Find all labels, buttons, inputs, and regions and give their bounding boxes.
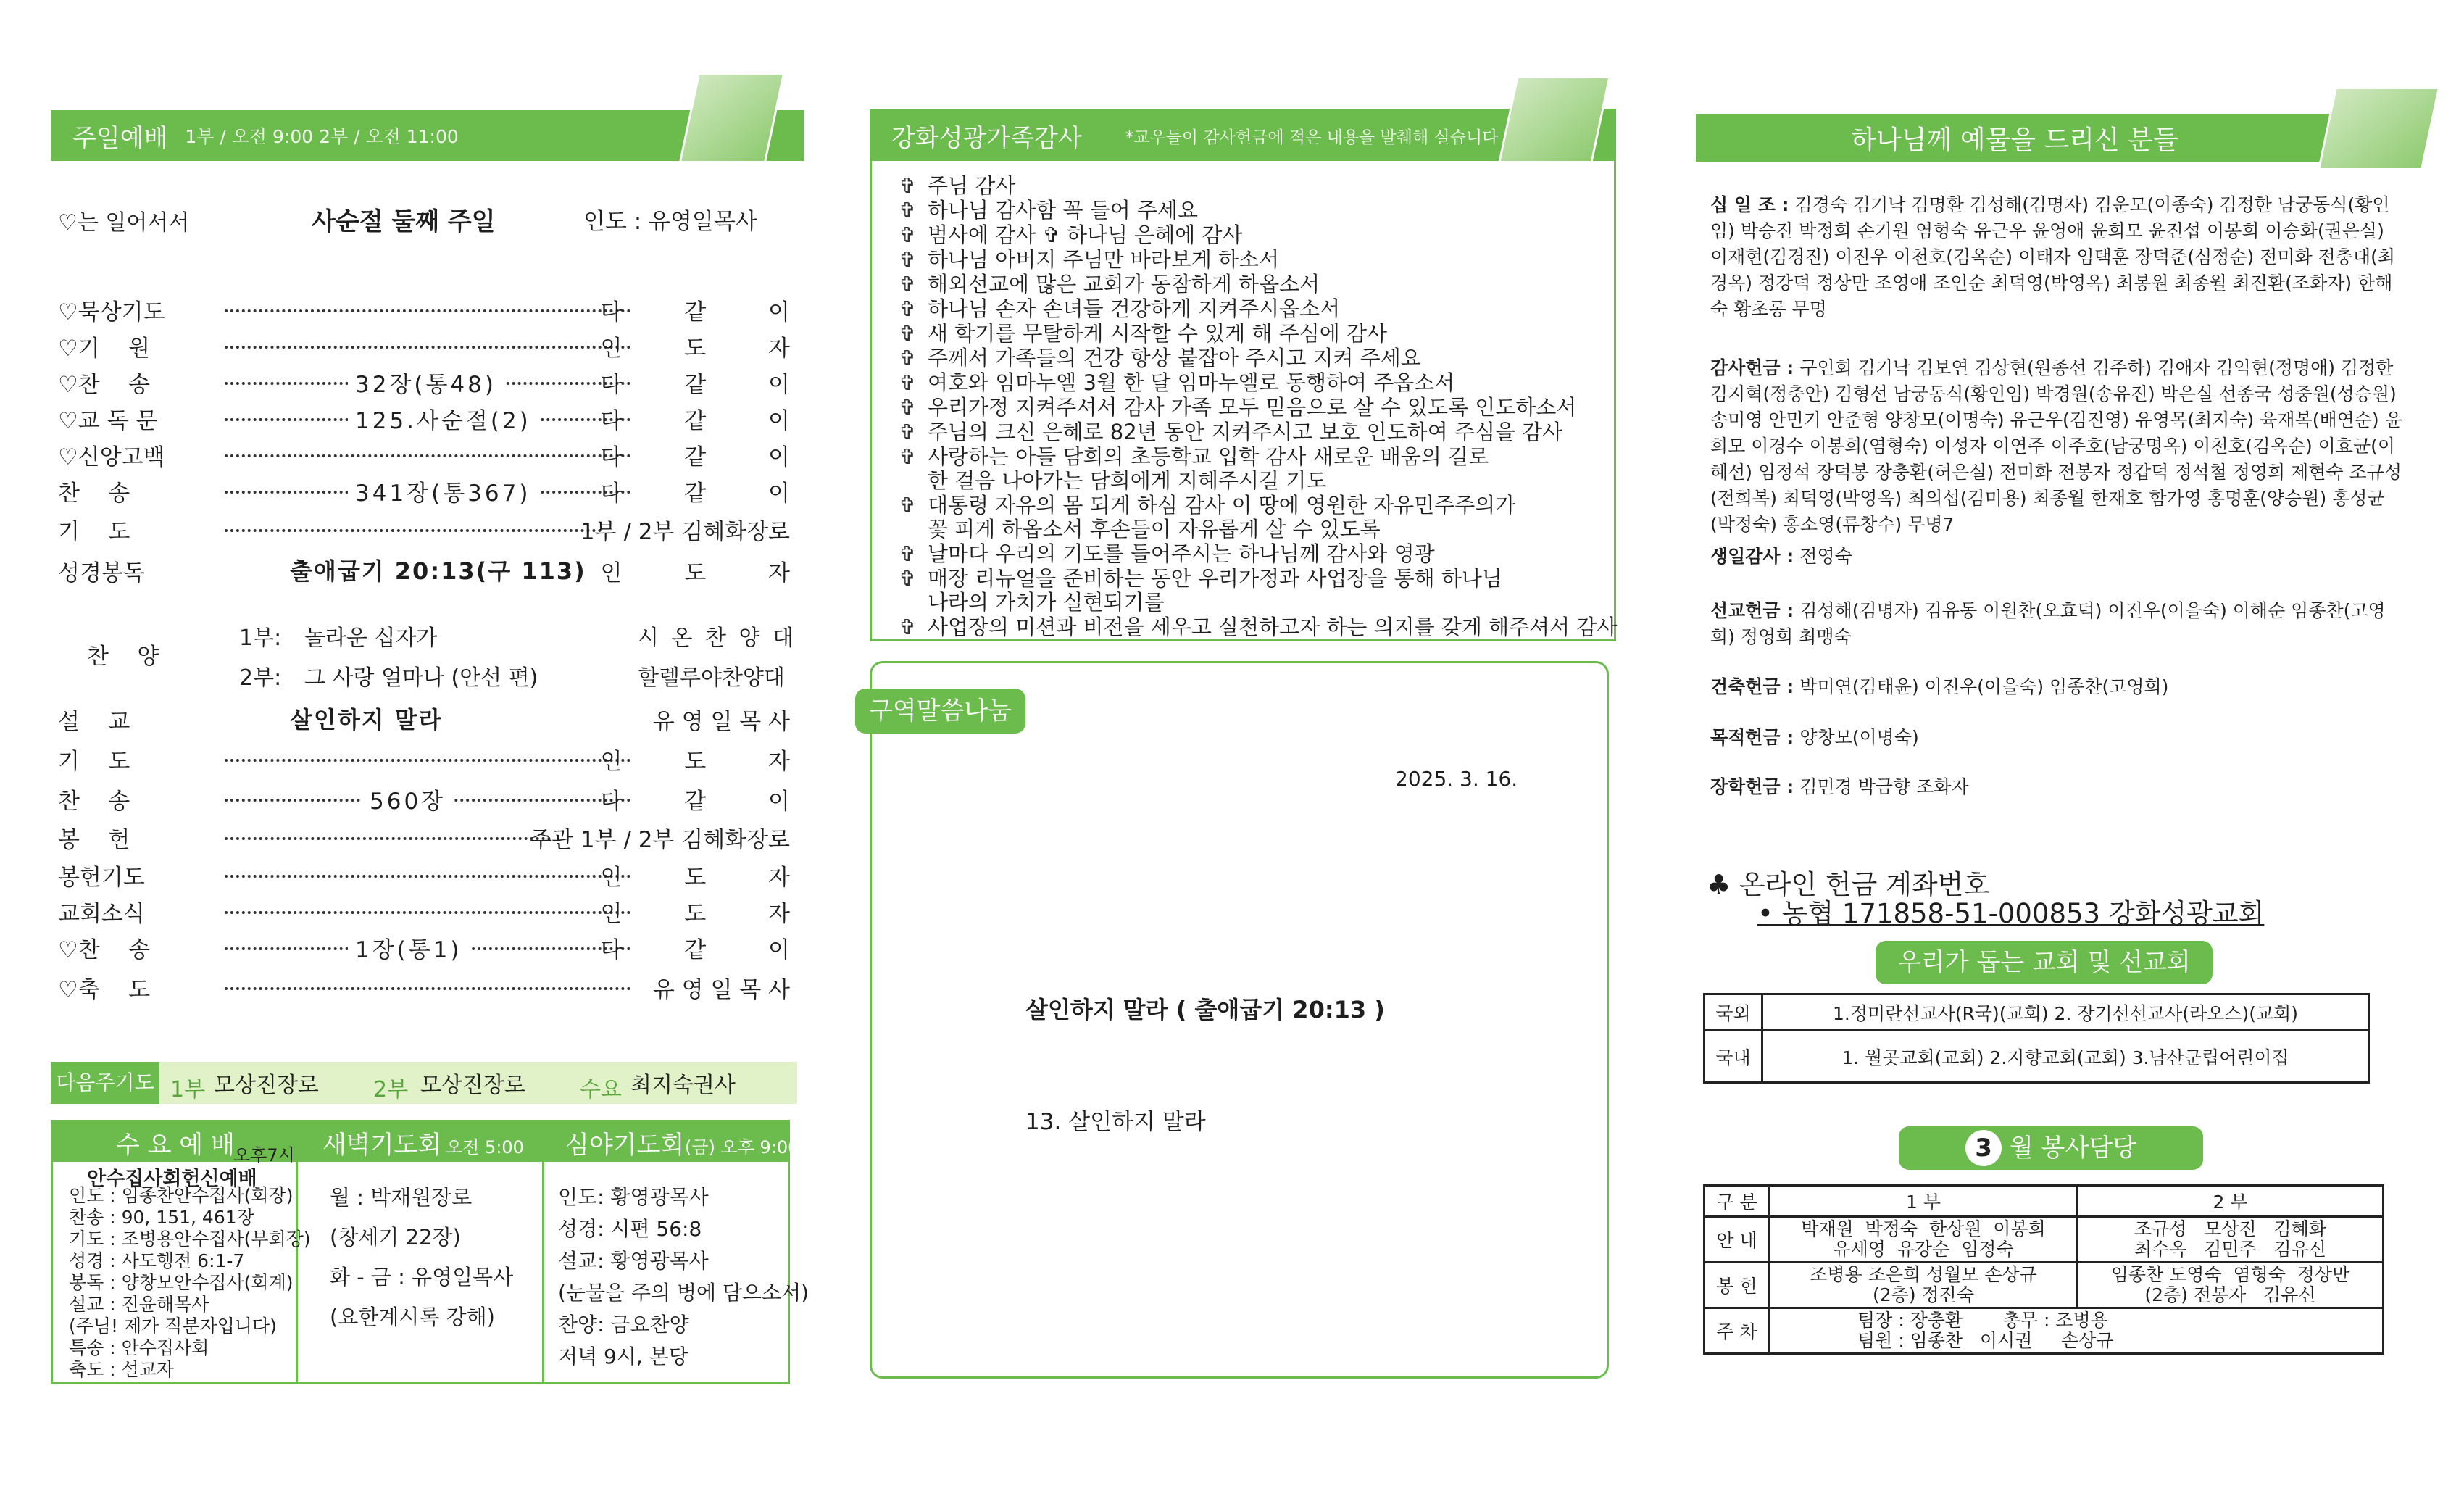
order-row (58, 821, 797, 853)
line-text: 성경 : 사도행전 6:1-7 (69, 1250, 245, 1271)
anthem-1-part: 1부: (239, 626, 282, 651)
line-text: (주님! 제가 직분자입니다) (69, 1316, 277, 1337)
line-text: 성경: 시편 56:8 (558, 1217, 702, 1241)
service-head: 2 부 (2078, 1186, 2384, 1217)
order-row (58, 783, 817, 815)
dawn-title: 새벽기도회 (322, 1131, 442, 1160)
offering-group (1710, 774, 2406, 800)
wed-time: 오후7시 (233, 1145, 295, 1165)
thanks-item: ✞ 하나님 아버지 주님만 바라보게 하소서 (928, 248, 1279, 272)
order-right: 다 같 이 (600, 372, 817, 398)
line-text: 설교: 황영광목사 (558, 1249, 709, 1273)
order-item: ♡묵상기도 (58, 299, 165, 325)
next-week-p1: 1부 (170, 1077, 206, 1102)
service-key: 봉 헌 (1705, 1263, 1770, 1308)
leader-dots (225, 759, 630, 762)
offerings-band (1696, 114, 2421, 162)
service-month-num: 3 (1965, 1130, 2002, 1166)
table-row (1705, 1186, 2384, 1217)
offering-group (1710, 544, 2406, 570)
thanks-item: ✞ 해외선교에 많은 교회가 동참하게 하옵소서 (928, 273, 1320, 296)
thanks-item: ✞ 우리가정 지켜주셔서 감사 가족 모두 믿음으로 살 수 있도록 인도하소서 (928, 396, 1576, 420)
service-cell: 조규성 모상진 김혜화 최수옥 김민주 김유신 (2078, 1217, 2384, 1263)
line-text: 기도 : 조병용안수집사(부회장) (69, 1229, 311, 1250)
thanks-item: ✞ 하나님 감사함 꼭 들어 주세요 (928, 199, 1198, 223)
offering-names: 양창모(이명숙) (1799, 727, 1919, 748)
order-item: ♡찬 송 (58, 372, 151, 398)
order-mid: 살인하지 말라 (283, 702, 450, 735)
worship-column (43, 0, 817, 1496)
offering-group (1710, 598, 2406, 650)
leader: 인도 : 유영일목사 (583, 209, 757, 235)
order-item: 설 교 (58, 709, 130, 735)
thanks-item: ✞ 대통령 자유의 몸 되게 하심 감사 이 땅에 영원한 자유민주주의가 꽃 피게 하옵소서 후손들이 자유롭게 살 수 있도록 (928, 494, 1515, 541)
service-key: 주 차 (1705, 1308, 1770, 1354)
service-table (1703, 1184, 2384, 1355)
order-item: 기 도 (58, 519, 130, 545)
order-item: ♡신앙고백 (58, 444, 165, 470)
night-title: 심야기도회 (565, 1131, 685, 1160)
service-head: 1 부 (1770, 1186, 2078, 1217)
stand-note: ♡는 일어서서 (58, 210, 190, 236)
table-row (1705, 1031, 2369, 1083)
thanks-item: ✞ 사업장의 미션과 비전을 세우고 실천하고자 하는 의지를 갖게 해주셔서 감사 (928, 615, 1617, 639)
offering-names: 김경숙 김기낙 김명환 김성해(김명자) 김운모(이종숙) 김정한 남궁동식(황인임) 박승진 박정희 손기원 염형숙 유근우 윤영애 윤희모 윤진섭 이봉희 이승화(권은실) 이재현(김경진) 이진우 이천호(김옥순) 이태자 임택훈 장덕준(심정순) 전미화 전충대(최경옥) 정강덕 정상만 조영애 조인순 최덕영(박영옥) 최봉원 최종월 최진환(조화자) 한해숙 황초롱 무명 (1710, 194, 2396, 320)
order-item: ♡교 독 문 (58, 408, 158, 434)
missions-value: 1.정미란선교사(R국)(교회) 2. 장기선선교사(라오스)(교회) (1762, 994, 2369, 1031)
order-right: 유 영 일 목 사 (652, 977, 790, 1003)
thanks-item: ✞ 새 학기를 무탈하게 시작할 수 있게 해 주심에 감사 (928, 322, 1387, 346)
service-cell: 팀장 : 장충환 총무 : 조병용 팀원 : 임종찬 이시권 손상규 (1770, 1308, 2384, 1354)
order-right: 유 영 일 목 사 (652, 709, 790, 735)
order-right: 인 도 자 (600, 865, 817, 891)
anthem-2-title: 그 사랑 얼마나 (안선 편) (304, 665, 538, 691)
order-row (58, 703, 797, 735)
order-row (58, 294, 817, 325)
next-week-label: 다음주기도 (51, 1062, 159, 1104)
online-account: • 농협 171858-51-000853 강화성광교회 (1757, 898, 2265, 929)
anthem-1-choir: 시 온 찬 양 대 (638, 626, 797, 651)
service-cell: 박재원 박정숙 한상원 이봉희 유세영 유강순 임정숙 (1770, 1217, 2078, 1263)
line-text: (창세기 22장) (330, 1225, 461, 1250)
leader-dots (225, 454, 630, 457)
table-row (1705, 994, 2369, 1031)
leader-dots (225, 987, 630, 990)
order-item: 기 도 (58, 749, 130, 775)
order-right: 다 같 이 (600, 481, 817, 507)
order-row (58, 743, 817, 775)
offering-names: 김민경 박금향 조화자 (1799, 776, 1969, 797)
missions-key: 국내 (1705, 1031, 1762, 1083)
service-title: 월 봉사담당 (2009, 1134, 2136, 1163)
hands-decoration-icon (2318, 87, 2440, 170)
leader-dots (225, 837, 551, 840)
order-right: 인 도 자 (600, 336, 817, 362)
order-item: 성경봉독 (58, 560, 145, 586)
line-text: 저녁 9시, 본당 (558, 1345, 688, 1368)
thanks-item: ✞ 주님 감사 (928, 174, 1015, 198)
order-row (58, 895, 817, 927)
sunday-title: 사순절 둘째 주일 (312, 207, 496, 236)
dawn-time: 오전 5:00 (446, 1137, 524, 1158)
missions-title: 우리가 돕는 교회 및 선교회 (1876, 941, 2213, 984)
anthem-2-part: 2부: (239, 665, 282, 691)
worship-title: 주일예배 (72, 123, 168, 153)
order-row (58, 475, 817, 507)
leader-dots (225, 875, 630, 878)
line-text: 봉독 : 양창모안수집사(회계) (69, 1272, 294, 1293)
service-cell: 임종찬 도영숙 염형숙 정상만 (2층) 전봉자 김유신 (2078, 1263, 2384, 1308)
offering-names: 전영숙 (1799, 546, 1852, 567)
wed-title: 수 요 예 배 (116, 1131, 235, 1160)
offering-column (1689, 0, 2413, 1496)
offering-label: 감사헌금 : (1710, 357, 1794, 378)
leader-dots (225, 911, 630, 914)
line-text: 축도 : 설교자 (69, 1359, 175, 1380)
service-cell: 조병용 조은희 성월모 손상규 (2층) 정진숙 (1770, 1263, 2078, 1308)
order-item: ♡기 원 (58, 336, 151, 362)
order-right: 1부 / 2부 김혜화장로 (580, 519, 790, 545)
order-row (58, 971, 797, 1003)
next-week-p1-name: 모상진장로 (214, 1073, 319, 1098)
order-item-anthem: 찬 양 (87, 644, 159, 670)
offering-label: 선교헌금 : (1710, 600, 1794, 621)
worship-times: 1부 / 오전 9:00 2부 / 오전 11:00 (185, 126, 459, 147)
order-item: 교회소식 (58, 901, 145, 927)
line-text: 설교 : 진윤해목사 (69, 1294, 209, 1315)
offering-group (1710, 725, 2406, 751)
thanks-item: ✞ 여호와 임마누엘 3월 한 달 임마누엘로 동행하여 주옵소서 (928, 371, 1454, 395)
thanks-item: ✞ 매장 리뉴얼을 준비하는 동안 우리가정과 사업장을 통해 하나님 나라의 가치가 실현되기를 (928, 567, 1502, 615)
missions-key: 국외 (1705, 994, 1762, 1031)
offering-names: 구인회 김기낙 김보연 김상현(원종선 김주하) 김애자 김익현(정명애) 김정한 김지혁(정충안) 김형선 남궁동식(황인임) 박경원(송유진) 박은실 선종국 성중원(성승원) 송미영 안민기 안준형 양창모(이명숙) 유근우(김진영) 유영목(최지숙) 육재복(배연순) 윤희모 이경수 이봉희(염형숙) 이성자 이연주 이주호(남궁명옥) 이천호(김옥순) 이효균(이혜선) 임정석 장덕봉 장충환(허은실) 전미화 전봉자 정갑덕 정석철 정영희 제현숙 조규성(전희복) 최덕영(박영옥) 최의섭(김미용) 최종월 한재호 함가영 홍명훈(양승원) 홍성균(박정숙) 홍소영(류창수) 무명7 (1710, 357, 2402, 535)
line-text: 인도 : 임종찬안수집사(회장) (69, 1185, 294, 1206)
order-row (58, 330, 817, 362)
order-mid: 출애굽기 20:13(구 113) (283, 553, 594, 586)
thanks-item: ✞ 날마다 우리의 기도를 들어주시는 하나님께 감사와 영광 (928, 542, 1435, 566)
small-group-date: 2025. 3. 16. (1395, 767, 1518, 791)
next-week-p3-name: 최지숙권사 (630, 1073, 736, 1098)
line-text: 찬송 : 90, 151, 461장 (69, 1207, 254, 1228)
order-right: 다 같 이 (600, 444, 817, 470)
order-right: 다 같 이 (600, 408, 817, 434)
table-row (1705, 1263, 2384, 1308)
anthem-2-choir: 할렐루야찬양대 (638, 665, 785, 691)
order-item: 봉헌기도 (58, 865, 145, 891)
order-item: 봉 헌 (58, 827, 130, 853)
leader-dots (225, 529, 602, 532)
line-text: (눈물을 주의 병에 담으소서) (558, 1281, 809, 1305)
order-right: 인 도 자 (600, 901, 817, 927)
leader-dots (225, 309, 630, 312)
thanks-item: ✞ 주께서 가족들의 건강 항상 붙잡아 주시고 지켜 주세요 (928, 346, 1421, 370)
small-group-verse: 13. 살인하지 말라 (1025, 1109, 1206, 1135)
line-text: 화 - 금 : 유영일목사 (330, 1265, 514, 1289)
line-text: 찬양: 금요찬양 (558, 1313, 689, 1337)
offering-label: 생일감사 : (1710, 546, 1794, 567)
offering-group (1710, 192, 2406, 323)
order-right: 다 같 이 (600, 299, 817, 325)
order-right: 다 같 이 (600, 937, 817, 963)
anthem-1-title: 놀라운 십자가 (304, 626, 438, 651)
order-right: 다 같 이 (600, 789, 817, 815)
order-right: 인 도 자 (600, 560, 817, 586)
line-text: 월 : 박재원장로 (330, 1185, 473, 1210)
order-item: ♡찬 송 (58, 937, 151, 963)
order-mid: 560장 (362, 783, 453, 815)
midweek-divider-1 (296, 1120, 298, 1384)
service-title-pill (1899, 1126, 2203, 1170)
offering-group (1710, 674, 2406, 700)
night-time: (금) 오후 9:00 (685, 1137, 799, 1158)
order-mid: 32장(통48) (348, 366, 504, 399)
thanks-item: ✞ 사랑하는 아들 담희의 초등학교 입학 감사 새로운 배움의 길로 한 걸음 나아가는 담희에게 지혜주시길 기도 (928, 445, 1489, 493)
order-row (58, 554, 817, 586)
thanks-item: ✞ 하나님 손자 손녀들 건강하게 지켜주시옵소서 (928, 297, 1340, 321)
wed-subtitle: 안수집사회헌신예배 (87, 1168, 257, 1190)
small-group-title: 구역말씀나눔 (855, 689, 1025, 734)
line-text: (요한계시록 강해) (330, 1305, 495, 1329)
order-item: 찬 송 (58, 789, 130, 815)
order-item: ♡축 도 (58, 977, 151, 1003)
midweek-divider-2 (542, 1120, 544, 1384)
order-row (58, 513, 797, 545)
line-text: 인도: 황영광목사 (558, 1185, 709, 1209)
next-week-p2-name: 모상진장로 (420, 1073, 525, 1098)
offering-group (1710, 355, 2406, 538)
order-right: 주관 1부 / 2부 김혜화장로 (530, 827, 790, 853)
offering-names: 박미연(김태윤) 이진우(이을숙) 임종찬(고영희) (1799, 676, 2169, 697)
thanks-item: ✞ 범사에 감사 ✞ 하나님 은혜에 감사 (928, 223, 1243, 247)
online-title: ♣ 온라인 헌금 계좌번호 (1707, 869, 1990, 900)
order-row (58, 439, 817, 470)
offering-label: 장학헌금 : (1710, 776, 1794, 797)
order-row (58, 366, 817, 398)
order-item: 찬 송 (58, 481, 130, 507)
thanks-item: ✞ 주님의 크신 은혜로 82년 동안 지켜주시고 보호 인도하여 주심을 감사 (928, 420, 1562, 444)
thanks-column (870, 0, 1616, 1496)
offerings-title: 하나님께 예물을 드리신 분들 (1851, 125, 2178, 155)
leader-dots (225, 346, 630, 349)
next-week-p3: 수요 (580, 1077, 622, 1102)
order-row (58, 859, 817, 891)
offering-label: 십 일 조 : (1710, 194, 1789, 215)
line-text: 특송 : 안수집사회 (69, 1337, 209, 1358)
missions-table (1703, 993, 2370, 1084)
small-group-sermon: 살인하지 말라 ( 출애굽기 20:13 ) (1025, 996, 1385, 1023)
thanks-note: *교우들이 감사헌금에 적은 내용을 발췌해 실습니다 (1125, 128, 1499, 147)
missions-value: 1. 월곳교회(교회) 2.지향교회(교회) 3.남산군립어린이집 (1762, 1031, 2369, 1083)
offering-label: 목적헌금 : (1710, 727, 1794, 748)
table-row (1705, 1308, 2384, 1354)
order-mid: 341장(통367) (348, 475, 538, 507)
cross-decoration-icon (1498, 76, 1611, 163)
next-week-p2: 2부 (373, 1077, 409, 1102)
table-row (1705, 1217, 2384, 1263)
offering-label: 건축헌금 : (1710, 676, 1794, 697)
order-right: 인 도 자 (600, 749, 817, 775)
order-mid: 1장(통1) (348, 931, 470, 964)
service-key: 안 내 (1705, 1217, 1770, 1263)
thanks-title: 강화성광가족감사 (891, 123, 1082, 153)
order-row (58, 402, 817, 434)
order-row (58, 931, 817, 963)
service-head: 구 분 (1705, 1186, 1770, 1217)
order-mid: 125.사순절(2) (348, 402, 538, 435)
offering-names: 김성해(김명자) 김유동 이원찬(오효덕) 이진우(이을숙) 이해순 임종찬(고영희) 정영희 최맹숙 (1710, 600, 2386, 647)
